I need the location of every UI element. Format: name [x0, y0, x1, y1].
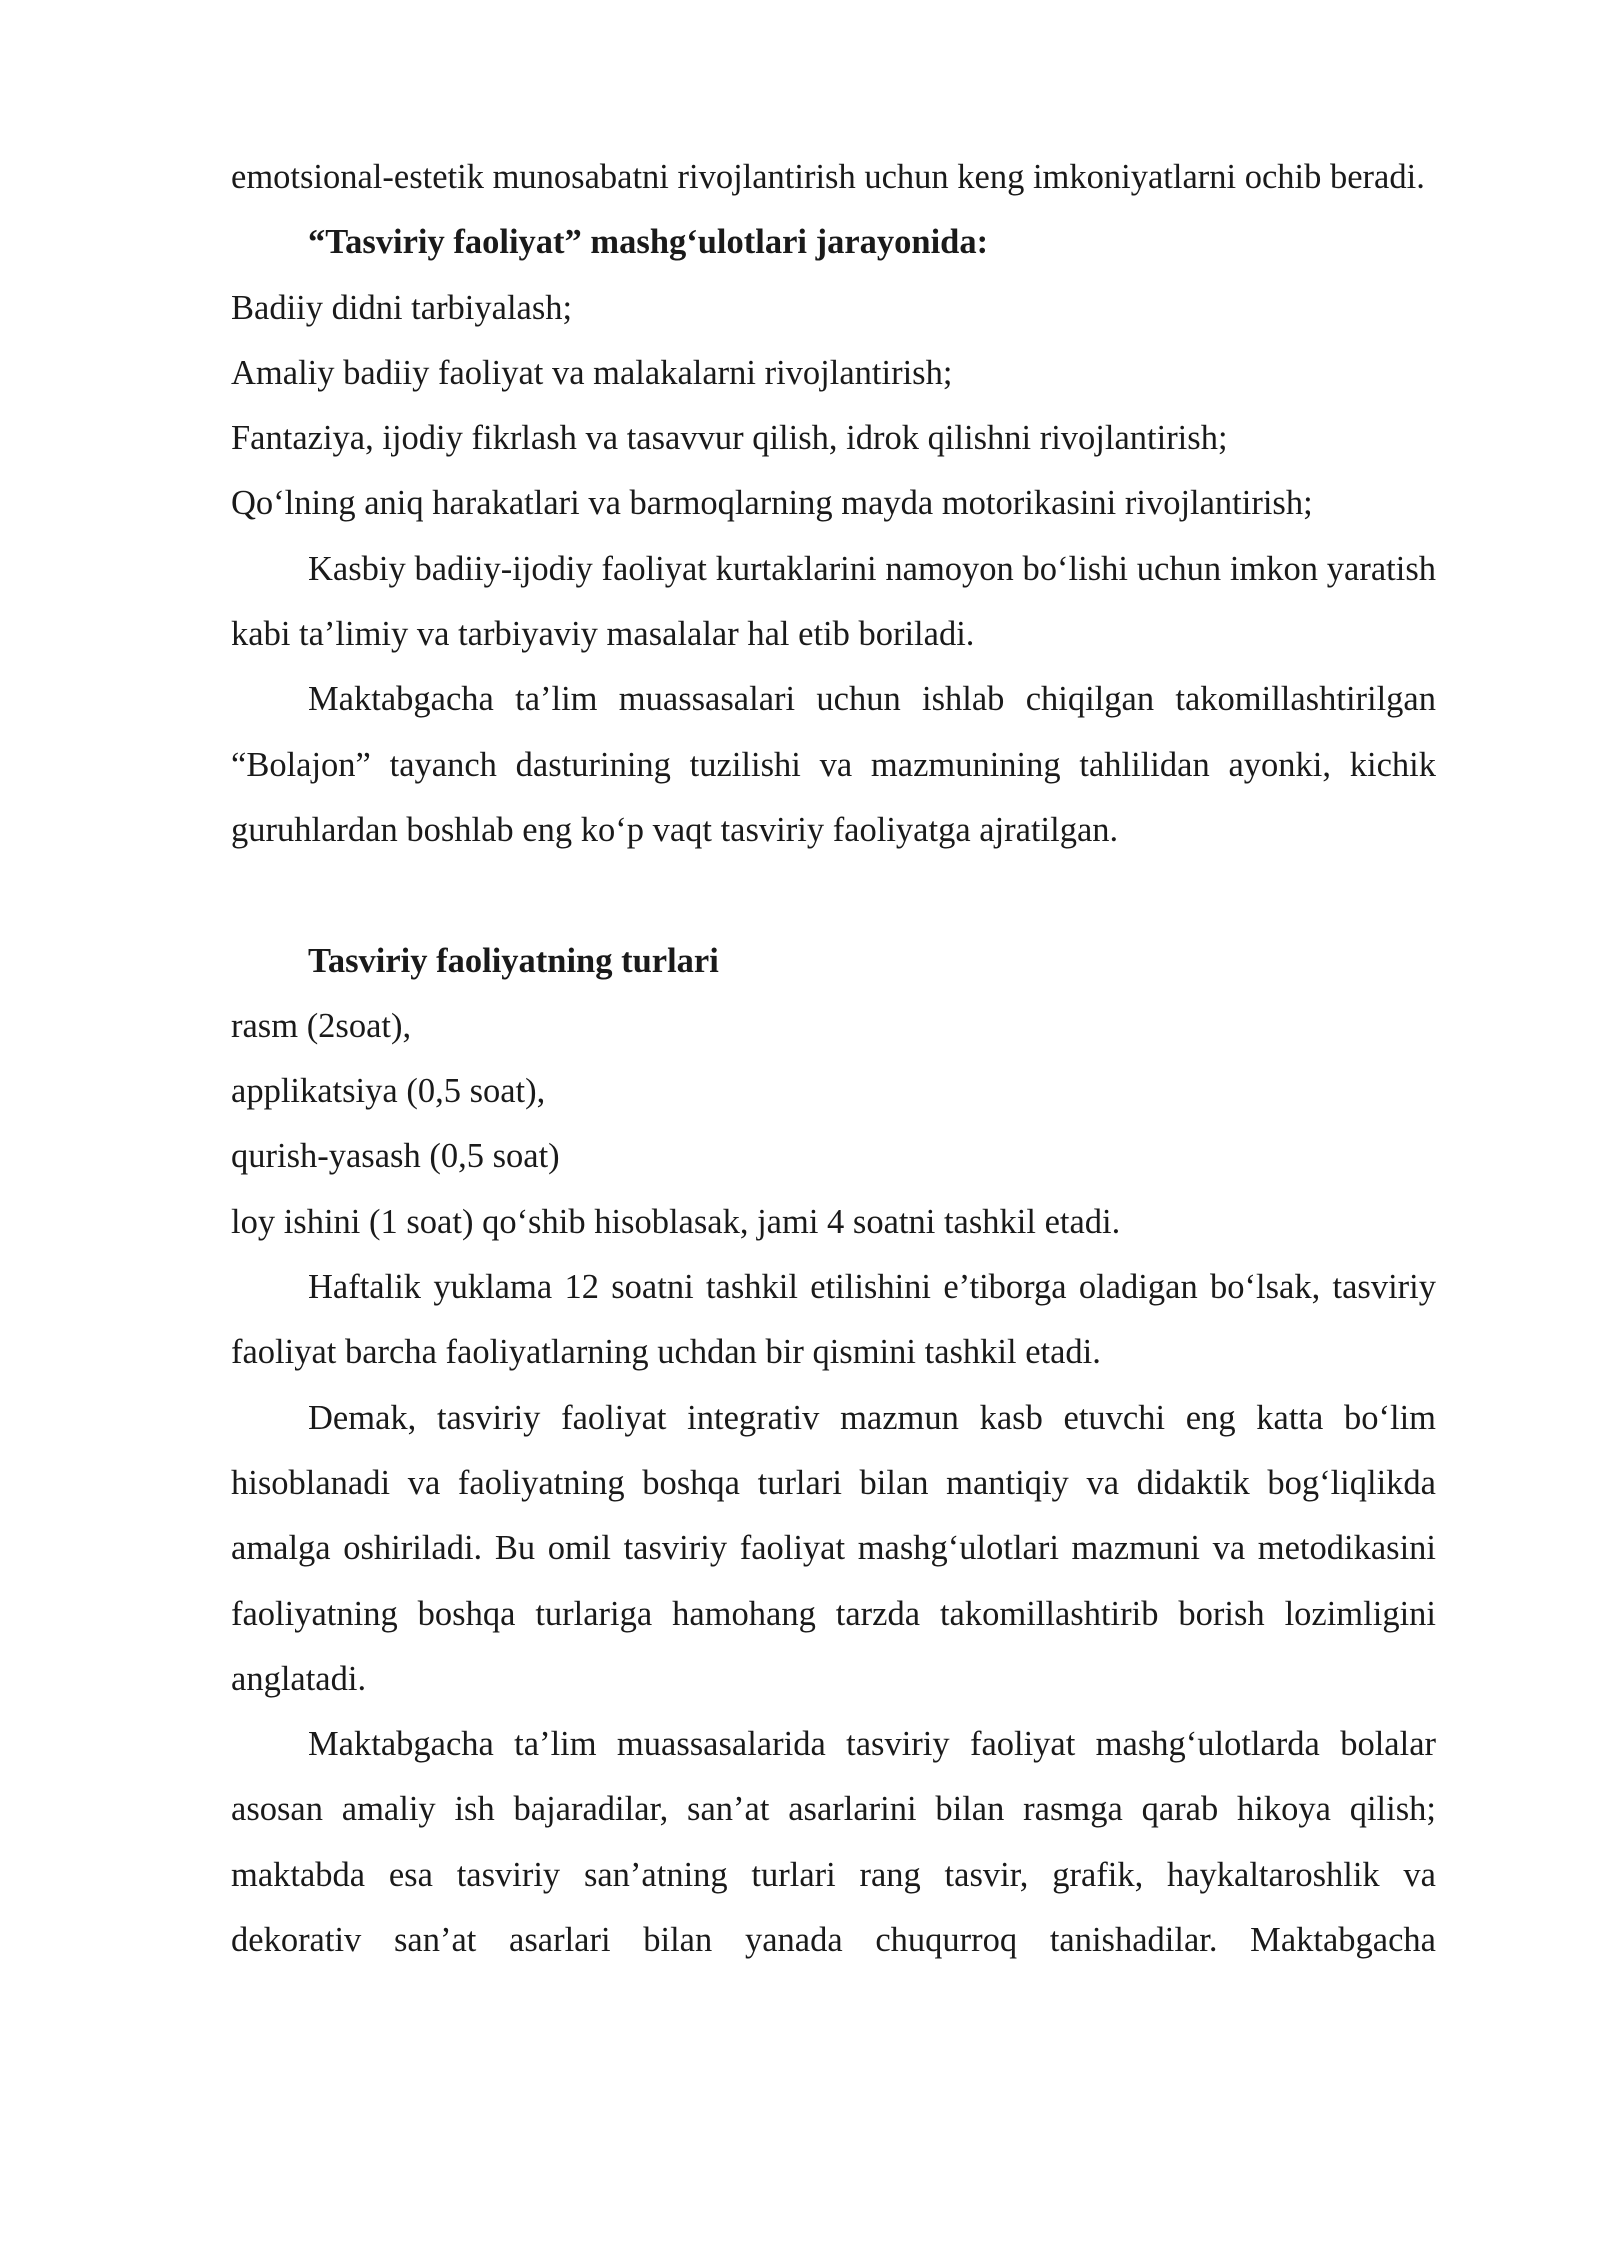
list-item-turi: rasm (2soat),	[231, 1006, 412, 1045]
paragraph-haftalik: Haftalik yuklama 12 soatni tashkil etilishini e’tiborga oladigan bo‘lsak, tasviriy faoliyat barcha faoliyatlarning uchdan bir qismini tashkil etadi.	[231, 1268, 1436, 1372]
paragraph-continued: emotsional-estetik munosabatni rivojlantirish uchun keng imkoniyatlarni ochib beradi.	[231, 158, 1425, 196]
paragraph-demak: Demak, tasviriy faoliyat integrativ mazmun kasb etuvchi eng katta bo‘lim hisoblanadi va faoliyatning boshqa turlari bilan mantiqiy va didaktik bog‘liqlikda amalga oshiriladi. Bu omil tasviriy faoliyat mashg‘ulotlari mazmuni va metodikasini faoliyatning boshqa turlariga hamohang tarzda takomillashtirib borish lozimligini anglatadi.	[231, 1398, 1436, 1698]
list-item-task: Qo‘lning aniq harakatlari va barmoqlarning mayda motorikasini rivojlantirish;	[231, 484, 1313, 523]
paragraph-kasbiy: Kasbiy badiiy-ijodiy faoliyat kurtaklarini namoyon bo‘lishi uchun imkon yaratish kabi ta’limiy va tarbiyaviy masalalar hal etib boriladi.	[231, 549, 1436, 654]
list-item-turi: loy ishini (1 soat) qo‘shib hisoblasak, jami 4 soatni tashkil etadi.	[231, 1202, 1121, 1241]
heading-mashgulotlar: “Tasviriy faoliyat” mashg‘ulotlari jarayonida:	[308, 223, 989, 262]
document-body	[231, 145, 1436, 1973]
list-item-turi: applikatsiya (0,5 soat),	[231, 1072, 546, 1111]
list-item-turi: qurish-yasash (0,5 soat)	[231, 1137, 560, 1176]
paragraph-bolajon: Maktabgacha ta’lim muassasalari uchun ishlab chiqilgan takomillashtirilgan “Bolajon” tayanch dasturining tuzilishi va mazmunining tahlilidan ayonki, kichik guruhlardan boshlab eng ko‘p vaqt tasviriy faoliyatga ajratilgan.	[231, 680, 1436, 849]
list-item-task: Badiiy didni tarbiyalash;	[231, 288, 573, 327]
list-item-task: Fantaziya, ijodiy fikrlash va tasavvur qilish, idrok qilishni rivojlantirish;	[231, 419, 1228, 458]
blank-line	[231, 863, 1436, 928]
paragraph-final: Maktabgacha ta’lim muassasalarida tasviriy faoliyat mashg‘ulotlarda bolalar asosan amaliy ish bajaradilar, san’at asarlarini bilan rasmga qarab hikoya qilish; maktabda esa tasviriy san’atning turlari rang tasvir, grafik, haykaltaroshlik va dekorativ san’at asarlari bilan yanada chuqurroq tanishadilar. Maktabgacha	[231, 1725, 1436, 1960]
list-item-task: Amaliy badiiy faoliyat va malakalarni rivojlantirish;	[231, 353, 953, 392]
heading-turlari: Tasviriy faoliyatning turlari	[308, 941, 719, 980]
